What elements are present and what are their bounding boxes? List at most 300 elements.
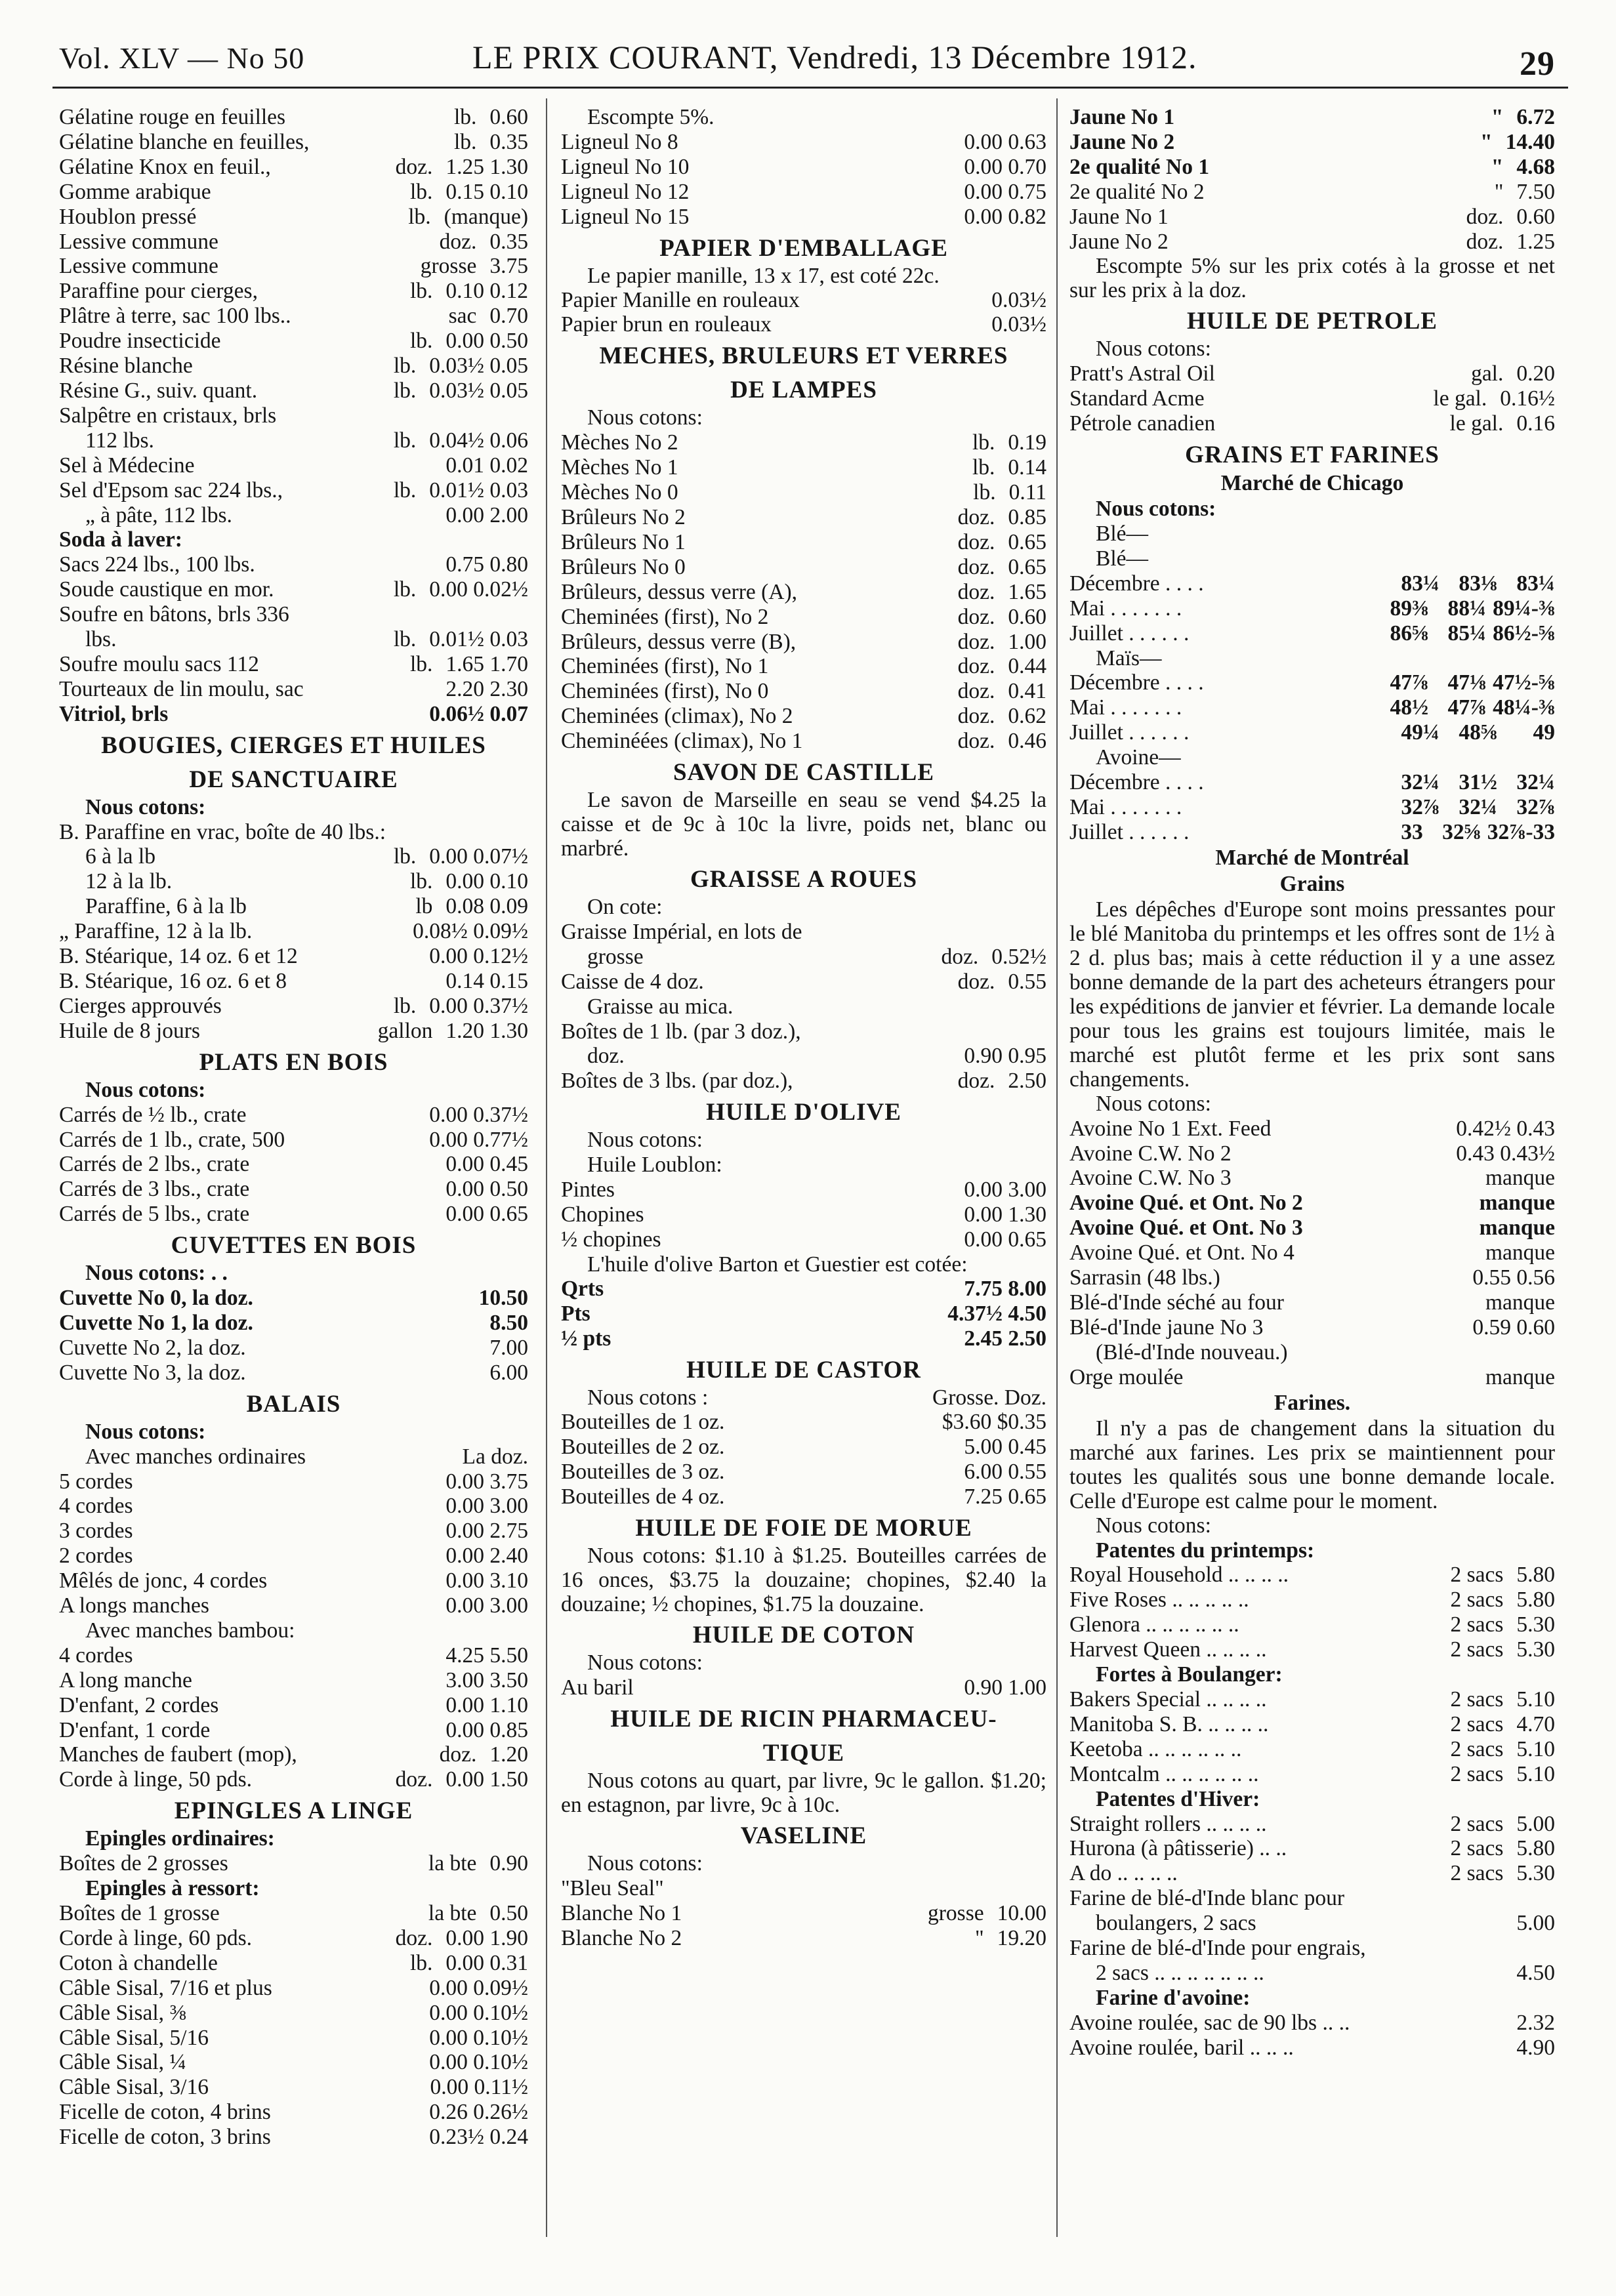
price-row <box>59 1286 528 1311</box>
price-row <box>59 354 528 379</box>
item-unit: doz. <box>957 654 995 679</box>
price-row <box>59 894 528 919</box>
section-heading: GRAINS ET FARINES <box>1185 441 1440 469</box>
item-price: 0.59 0.60 <box>1472 1315 1555 1340</box>
quote-value: 32⅞-33 <box>1487 819 1555 844</box>
item-price: 0.00 0.77½ <box>429 1127 528 1152</box>
quote-value: 48½ <box>1390 695 1429 720</box>
item-price: 5.80 <box>1516 1836 1555 1861</box>
item-price: 0.00 0.09½ <box>429 1975 528 2000</box>
item-price: 5.30 <box>1516 1637 1555 1662</box>
item-name: Cuvette No 1, la doz. <box>59 1310 253 1335</box>
item-name: Ligneul No 8 <box>561 129 678 154</box>
section-heading: PLATS EN BOIS <box>199 1048 388 1076</box>
section-heading: DE LAMPES <box>730 377 877 404</box>
item-unit: gallon <box>377 1018 433 1043</box>
item-unit: lb. <box>393 844 417 869</box>
month-label: Juillet . . . . . . <box>1069 720 1190 745</box>
item-price: 0.00 0.10½ <box>429 2000 528 2025</box>
line-label: Nous cotons: <box>85 1077 206 1102</box>
item-name: Five Roses .. .. .. .. .. <box>1069 1588 1249 1612</box>
item-price: 2.32 <box>1516 2010 1555 2035</box>
price-row <box>59 453 528 478</box>
item-name: Royal Household .. .. .. .. <box>1069 1563 1289 1588</box>
section-heading: BALAIS <box>246 1390 341 1418</box>
section-heading: GRAISSE A ROUES <box>690 866 918 893</box>
item-price: 0.00 1.90 <box>445 1925 528 1950</box>
item-price: 0.62 <box>1008 704 1046 729</box>
price-row <box>561 312 1046 337</box>
item-price: 5.10 <box>1516 1736 1555 1761</box>
item-unit: 2 sacs <box>1450 1836 1504 1861</box>
price-row <box>59 130 528 155</box>
item-price: 0.00 0.63 <box>964 129 1046 154</box>
item-unit: 2 sacs <box>1450 1637 1504 1662</box>
price-row <box>561 704 1046 729</box>
sub-heading: Marché de Montréal <box>1215 845 1409 870</box>
item-unit: " <box>1491 105 1504 129</box>
item-name: ½ chopines <box>561 1227 661 1252</box>
item-price: 1.65 1.70 <box>445 651 528 676</box>
item-price: 4.25 5.50 <box>445 1643 528 1668</box>
price-row <box>1069 1836 1555 1861</box>
item-name: Avec manches ordinaires <box>85 1444 306 1469</box>
price-column-1 <box>59 105 528 2270</box>
item-unit: lb. <box>972 430 995 455</box>
price-row <box>59 1742 528 1767</box>
item-name: „ Paraffine, 12 à la lb. <box>59 919 253 944</box>
item-unit: doz. <box>395 154 433 179</box>
item-price: 7.25 0.65 <box>964 1485 1046 1509</box>
price-row <box>1069 1216 1555 1240</box>
line-label: Farine de blé-d'Inde blanc pour <box>1069 1886 1345 1911</box>
price-row <box>59 1494 528 1519</box>
item-name: A long manche <box>59 1668 192 1692</box>
item-price: 19.20 <box>997 1925 1046 1950</box>
price-row <box>59 577 528 602</box>
item-name: 112 lbs. <box>85 428 154 453</box>
item-unit: doz. <box>439 229 477 254</box>
item-price: 0.00 2.40 <box>445 1544 528 1568</box>
price-row <box>59 155 528 180</box>
line-label: Blé— <box>1096 521 1149 546</box>
section-heading: VASELINE <box>740 1822 867 1849</box>
item-name: Résine G., suiv. quant. <box>59 378 258 403</box>
line-label: Nous cotons: . . <box>85 1261 228 1286</box>
item-price: manque <box>1485 1240 1555 1265</box>
item-price: 0.00 0.12½ <box>429 944 528 969</box>
item-name: Cuvette No 3, la doz. <box>59 1360 246 1385</box>
item-name: Carrés de 2 lbs., crate <box>59 1152 250 1177</box>
item-price: 7.00 <box>489 1335 528 1360</box>
item-name: Mèches No 1 <box>561 455 678 480</box>
item-price: 0.10 0.12 <box>445 279 528 304</box>
price-row <box>1069 1315 1555 1340</box>
item-price: 1.20 1.30 <box>445 1018 528 1043</box>
item-price: 1.25 1.30 <box>445 154 528 179</box>
quote-value: 83¼ <box>1516 571 1555 596</box>
price-row <box>59 379 528 403</box>
item-price: 0.00 0.45 <box>445 1152 528 1177</box>
item-unit: la bte <box>428 1901 477 1925</box>
item-name: 12 à la lb. <box>85 869 173 894</box>
item-price: 6.00 0.55 <box>964 1460 1046 1485</box>
price-row <box>59 919 528 944</box>
item-price: 3.00 3.50 <box>445 1668 528 1692</box>
item-name: Cierges approuvés <box>59 993 222 1018</box>
item-name: Sarrasin (48 lbs.) <box>1069 1265 1220 1290</box>
price-row <box>561 480 1046 505</box>
item-name: Jaune No 2 <box>1069 129 1175 154</box>
item-unit: doz. <box>395 1767 433 1792</box>
item-name: Poudre insecticide <box>59 329 221 354</box>
price-row <box>59 1901 528 1926</box>
item-name: Jaune No 1 <box>1069 204 1169 229</box>
paragraph: Les dépêches d'Europe sont moins pressantes pour le blé Manitoba du printemps et les offres sont de 1½ à 2 d. plus bas; mais à cette réduction il y a une assez bonne demande de la part des acheteurs étrangers pour les expéditions de janvier et février. La demande locale pour tous les grains est toujours limitée, mais le marché est plutôt ferme et les prix sont sans changements. <box>1069 897 1555 1092</box>
price-row <box>561 530 1046 555</box>
line-label: Fortes à Boulanger: <box>1096 1662 1283 1687</box>
section-heading: PAPIER D'EMBALLAGE <box>659 234 948 262</box>
price-row <box>561 1485 1046 1509</box>
line-label: Graisse Impérial, en lots de <box>561 919 802 944</box>
item-price: 0.00 0.31 <box>445 1950 528 1975</box>
item-name: Houblon pressé <box>59 204 197 229</box>
item-name: Cheminées (first), No 2 <box>561 604 769 629</box>
price-row <box>59 1851 528 1876</box>
item-price: 0.19 <box>1008 430 1046 455</box>
price-row <box>59 180 528 205</box>
paragraph: Escompte 5% sur les prix cotés à la grosse et net sur les prix à la doz. <box>1069 254 1555 303</box>
item-name: Cheminées (first), No 1 <box>561 654 769 679</box>
item-price: 0.14 <box>1008 455 1046 480</box>
line-label: Boîtes de 1 lb. (par 3 doz.), <box>561 1019 801 1044</box>
price-row <box>1069 1812 1555 1837</box>
item-price: 8.50 <box>489 1310 528 1335</box>
price-row <box>561 1435 1046 1460</box>
price-row <box>1069 1961 1555 1986</box>
item-price: 1.20 <box>489 1742 528 1767</box>
item-name: Blé-d'Inde jaune No 3 <box>1069 1315 1264 1340</box>
item-unit: doz. <box>957 679 995 704</box>
item-name: Carrés de 1 lb., crate, 500 <box>59 1127 285 1152</box>
quote-value: 86⅝ <box>1390 621 1429 646</box>
item-name: grosse <box>587 944 644 969</box>
item-name: D'enfant, 1 corde <box>59 1717 211 1742</box>
item-name: Pratt's Astral Oil <box>1069 361 1215 386</box>
price-row <box>59 994 528 1019</box>
item-unit: lb. <box>393 354 417 379</box>
price-column-3 <box>1069 105 1555 2270</box>
section-heading: EPINGLES A LINGE <box>174 1797 413 1825</box>
item-price: 0.00 0.11½ <box>430 2075 528 2100</box>
line-label: Salpêtre en cristaux, brls <box>59 403 277 428</box>
item-name: Nous cotons : <box>587 1385 709 1410</box>
item-name: Boîtes de 1 grosse <box>59 1901 220 1925</box>
line-label: Farine de blé-d'Inde pour engrais, <box>1069 1936 1366 1961</box>
price-row <box>561 1178 1046 1202</box>
price-row <box>561 1302 1046 1326</box>
item-price: 0.00 1.50 <box>445 1767 528 1792</box>
item-price: 0.03½ 0.05 <box>429 378 528 403</box>
item-name: Carrés de 5 lbs., crate <box>59 1202 250 1227</box>
price-row <box>561 430 1046 455</box>
item-name: Câble Sisal, 7/16 et plus <box>59 1975 272 2000</box>
item-unit: le gal. <box>1433 386 1487 411</box>
item-name: Sacs 224 lbs., 100 lbs. <box>59 552 255 577</box>
quote-value: 47⅞ <box>1447 695 1487 720</box>
price-row <box>1069 1712 1555 1737</box>
grain-quote-row <box>1069 770 1555 795</box>
price-row <box>59 1519 528 1544</box>
item-name: Corde à linge, 50 pds. <box>59 1767 253 1792</box>
price-row <box>561 455 1046 480</box>
item-price: 0.04½ 0.06 <box>429 428 528 453</box>
quote-value: 49¼ <box>1401 720 1440 745</box>
item-unit: 2 sacs <box>1450 1761 1504 1786</box>
price-row <box>561 1202 1046 1227</box>
item-unit: lb. <box>453 129 477 154</box>
line-label: (Blé-d'Inde nouveau.) <box>1096 1340 1288 1364</box>
item-name: Mèches No 0 <box>561 480 678 505</box>
price-row <box>1069 230 1555 255</box>
sub-heading: Farines. <box>1274 1390 1351 1415</box>
item-name: Qrts <box>561 1276 604 1301</box>
item-name: Avoine Qué. et Ont. No 2 <box>1069 1191 1303 1216</box>
line-label: Maïs— <box>1096 646 1162 670</box>
quote-value: 32⅞ <box>1401 794 1440 819</box>
item-price: 0.90 1.00 <box>964 1675 1046 1700</box>
line-label: Nous cotons: <box>85 1419 206 1444</box>
price-row <box>561 288 1046 313</box>
item-price: 5.10 <box>1516 1687 1555 1712</box>
item-price: Grosse. Doz. <box>932 1385 1046 1410</box>
item-price: 0.46 <box>1008 729 1046 754</box>
item-name: Blanche No 1 <box>561 1900 682 1925</box>
quote-value: 47⅛ <box>1447 670 1487 695</box>
item-unit: lb. <box>408 204 431 229</box>
price-row <box>561 729 1046 754</box>
item-name: Pts <box>561 1301 590 1326</box>
line-label: Graisse au mica. <box>587 994 734 1019</box>
column-divider <box>546 98 547 2237</box>
item-unit: lb. <box>393 627 417 652</box>
price-row <box>1069 105 1555 130</box>
item-name: Cuvette No 0, la doz. <box>59 1286 253 1311</box>
price-row <box>59 2125 528 2150</box>
item-name: Bakers Special .. .. .. .. <box>1069 1687 1267 1712</box>
item-name: Pétrole canadien <box>1069 411 1216 436</box>
price-row <box>561 155 1046 180</box>
item-name: Cuvette No 2, la doz. <box>59 1335 246 1360</box>
item-unit: lb. <box>393 993 417 1018</box>
item-price: manque <box>1485 1364 1555 1389</box>
item-unit: doz. <box>395 1925 433 1950</box>
item-price: 0.06½ 0.07 <box>429 701 528 726</box>
item-name: Carrés de ½ lb., crate <box>59 1102 247 1127</box>
volume-number: Vol. XLV — No 50 <box>59 41 305 75</box>
item-name: Vitriol, brls <box>59 701 169 726</box>
item-unit: lb. <box>393 428 417 453</box>
month-label: Juillet . . . . . . <box>1069 621 1190 646</box>
price-row <box>59 844 528 869</box>
price-row <box>59 1103 528 1128</box>
item-unit: la bte <box>428 1851 477 1876</box>
item-name: Caisse de 4 doz. <box>561 969 704 994</box>
item-unit: 2 sacs <box>1450 1712 1504 1736</box>
item-name: Orge moulée <box>1069 1364 1184 1389</box>
item-name: A longs manches <box>59 1593 209 1618</box>
item-price: 0.00 3.10 <box>445 1568 528 1593</box>
quote-value: 89⅜ <box>1390 596 1429 621</box>
grain-quote-row <box>1069 670 1555 695</box>
item-price: 2.50 <box>1008 1069 1046 1094</box>
line-label: Nous cotons: <box>1096 497 1216 522</box>
item-price: 0.00 1.30 <box>964 1202 1046 1227</box>
item-name: Ficelle de coton, 4 brins <box>59 2100 271 2125</box>
line-label: Huile Loublon: <box>587 1153 722 1178</box>
item-unit: doz. <box>957 529 995 554</box>
item-price: 5.10 <box>1516 1761 1555 1786</box>
line-label: Avec manches bambou: <box>85 1618 295 1643</box>
grain-quote-row <box>1069 795 1555 820</box>
item-name: Coton à chandelle <box>59 1950 218 1975</box>
line-label: Soufre en bâtons, brls 336 <box>59 602 289 627</box>
item-unit: gal. <box>1471 361 1504 386</box>
price-row <box>59 944 528 969</box>
item-price: 0.00 2.00 <box>445 502 528 527</box>
price-row <box>59 2026 528 2051</box>
month-label: Mai . . . . . . . <box>1069 695 1182 720</box>
newspaper-title: LE PRIX COURANT, Vendredi, 13 Décembre 1912. <box>472 39 1197 75</box>
line-label: Blé— <box>1096 546 1149 571</box>
section-heading: HUILE D'OLIVE <box>706 1099 901 1126</box>
item-price: 5.30 <box>1516 1861 1555 1886</box>
line-label: Soda à laver: <box>59 527 182 552</box>
price-row <box>1069 1166 1555 1191</box>
item-price: 0.00 3.00 <box>964 1178 1046 1202</box>
item-unit: lb. <box>453 105 477 129</box>
section-heading: BOUGIES, CIERGES ET HUILES <box>101 731 486 759</box>
price-row <box>59 1926 528 1951</box>
item-name: Avoine roulée, baril .. .. .. <box>1069 2035 1294 2060</box>
item-price: 0.11 <box>1008 480 1046 505</box>
item-unit: lb. <box>393 478 417 502</box>
item-price: 1.00 <box>1008 629 1046 654</box>
price-row <box>59 1177 528 1202</box>
item-price: 0.00 0.10 <box>445 869 528 894</box>
paragraph: Il n'y a pas de changement dans la situation du marché aux farines. Les prix se maintiennent pour toutes les qualités sous une bonne demande locale. Celle d'Europe est calme pour le moment. <box>1069 1416 1555 1513</box>
item-name: Lessive commune <box>59 254 218 279</box>
item-name: Papier brun en rouleaux <box>561 312 772 337</box>
line-label: Escompte 5%. <box>587 105 715 129</box>
item-unit: " <box>1480 129 1493 154</box>
item-unit: doz. <box>957 579 995 604</box>
item-price: 6.00 <box>489 1360 528 1385</box>
price-row <box>59 1693 528 1718</box>
item-name: Hurona (à pâtisserie) .. .. <box>1069 1836 1287 1861</box>
item-name: Câble Sisal, 5/16 <box>59 2025 209 2050</box>
item-price: 7.75 8.00 <box>964 1276 1046 1301</box>
item-unit: doz. <box>957 729 995 754</box>
price-row <box>1069 1637 1555 1662</box>
quote-value: 83¼ <box>1401 571 1440 596</box>
price-row <box>561 1926 1046 1951</box>
item-price: 6.72 <box>1516 105 1555 129</box>
price-row <box>59 254 528 279</box>
item-name: boulangers, 2 sacs <box>1096 1911 1256 1936</box>
price-row <box>59 1568 528 1593</box>
item-name: Papier Manille en rouleaux <box>561 287 800 312</box>
item-name: Câble Sisal, 3/16 <box>59 2075 209 2100</box>
price-row <box>59 1718 528 1743</box>
item-unit: lb. <box>409 179 433 204</box>
item-name: 5 cordes <box>59 1469 133 1494</box>
item-name: Cheminées (first), No 0 <box>561 679 769 704</box>
price-row <box>59 1469 528 1494</box>
price-row <box>1069 1762 1555 1787</box>
item-price: 14.40 <box>1505 129 1555 154</box>
item-price: 0.03½ <box>991 312 1046 337</box>
item-name: Corde à linge, 60 pds. <box>59 1925 253 1950</box>
price-row <box>59 478 528 503</box>
price-row <box>1069 1687 1555 1712</box>
item-name: Bouteilles de 3 oz. <box>561 1460 725 1485</box>
quote-value: 86½-⅝ <box>1493 621 1555 646</box>
month-label: Décembre . . . . <box>1069 770 1204 795</box>
price-row <box>59 1593 528 1618</box>
item-name: Avoine roulée, sac de 90 lbs .. .. <box>1069 2010 1350 2035</box>
price-row <box>561 1675 1046 1700</box>
price-row <box>1069 2036 1555 2060</box>
item-price: 10.00 <box>997 1900 1046 1925</box>
item-price: 0.52½ <box>991 944 1046 969</box>
item-name: Bouteilles de 2 oz. <box>561 1435 725 1460</box>
item-unit: doz. <box>957 969 995 994</box>
column-divider <box>1056 98 1058 2237</box>
item-price: 2.45 2.50 <box>964 1326 1046 1351</box>
line-label: "Bleu Seal" <box>561 1876 664 1900</box>
sub-heading: Marché de Chicago <box>1220 471 1404 496</box>
item-name: Gélatine rouge en feuilles <box>59 105 286 129</box>
item-price: 0.08½ 0.09½ <box>413 919 528 944</box>
item-price: 5.00 0.45 <box>964 1435 1046 1460</box>
price-row <box>561 555 1046 580</box>
item-price: 0.35 <box>489 229 528 254</box>
price-row <box>59 503 528 528</box>
price-row <box>1069 361 1555 386</box>
item-price: 0.00 0.75 <box>964 179 1046 204</box>
item-name: Boîtes de 2 grosses <box>59 1851 228 1876</box>
quote-value: 49 <box>1533 720 1555 745</box>
price-row <box>59 1202 528 1227</box>
price-row <box>561 630 1046 655</box>
item-unit: lb <box>415 894 433 919</box>
price-row <box>59 1152 528 1177</box>
item-price: 0.00 0.50 <box>445 329 528 354</box>
price-row <box>59 652 528 677</box>
price-row <box>561 130 1046 155</box>
item-price: 0.00 0.37½ <box>429 993 528 1018</box>
price-row <box>59 1951 528 1976</box>
price-row <box>59 1361 528 1385</box>
page-number: 29 <box>1520 45 1555 83</box>
line-label: Nous cotons: <box>1096 1513 1211 1538</box>
item-unit: doz. <box>957 604 995 629</box>
item-price: 10.50 <box>478 1286 528 1311</box>
item-price: 0.20 <box>1516 361 1555 386</box>
price-row <box>1069 1240 1555 1265</box>
line-label: Avoine— <box>1096 745 1181 770</box>
